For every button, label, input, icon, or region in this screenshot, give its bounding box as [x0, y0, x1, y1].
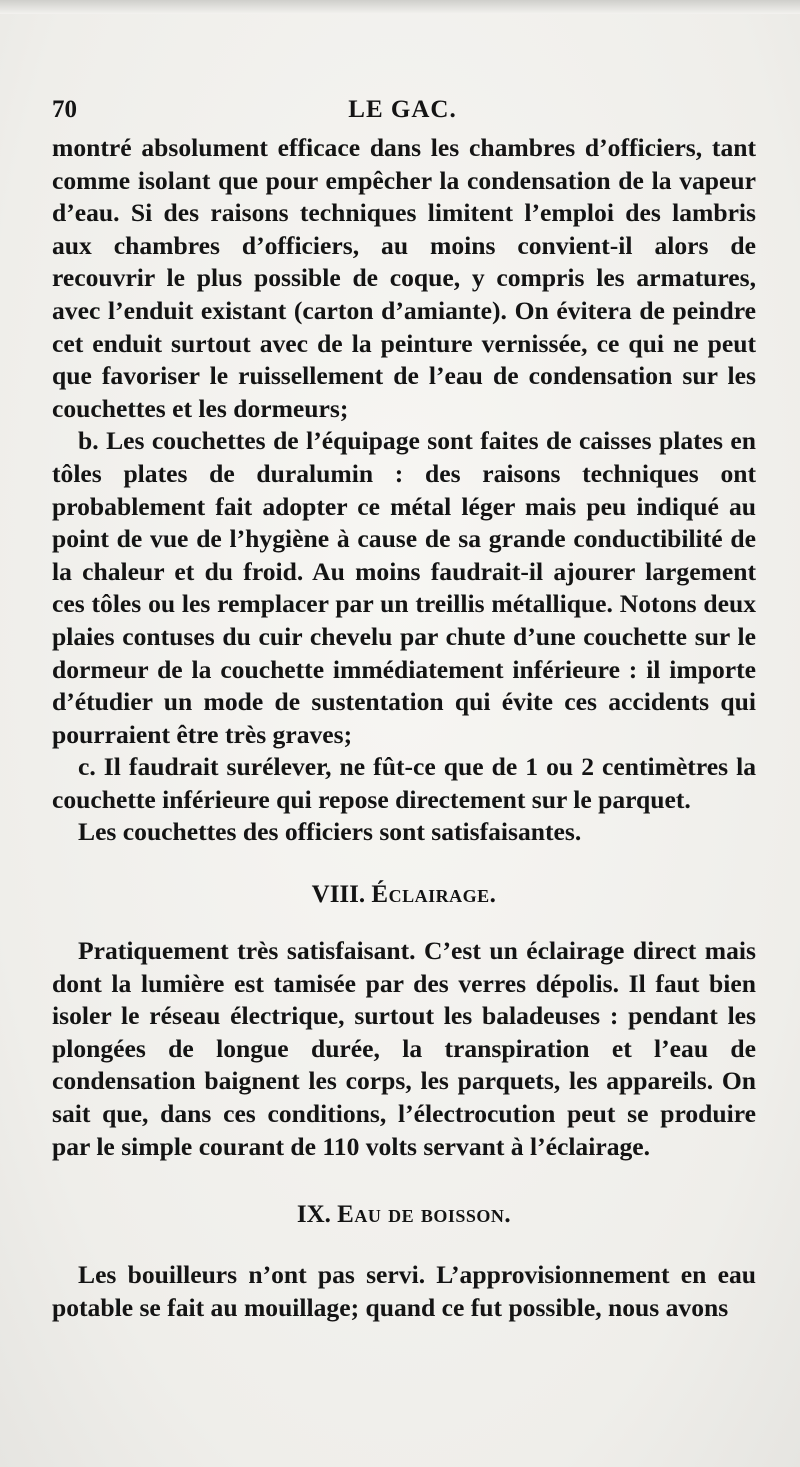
paragraph: montré absolument efficace dans les chambres d’officiers, tant comme isolant que pour empêcher la condensation de la vapeur d’eau. Si des raisons techniques limitent l’emploi des lambris aux chambres d’officiers, au moins convient-il alors de recouvrir le plus possible de coque, y compris les armatures, avec l’enduit existant (carton d’amiante). On évitera de peindre cet enduit surtout avec de la peinture vernissée, ce qui ne peut que favoriser le ruissellement de l’eau de condensation sur les couchettes et les dormeurs; [52, 133, 756, 423]
running-header [52, 96, 756, 132]
paragraph: Pratiquement très satisfaisant. C’est un éclairage direct mais dont la lumière est tamisée par des verres dépolis. Il faut bien isoler le réseau électrique, surtout les baladeuses : pendant les plongées de longue durée, la transpiration et l’eau de condensation baignent les corps, les parquets, les appareils. On sait que, dans ces conditions, l’électrocution peut se produire par le simple courant de 110 volts servant à l’éclairage. [52, 936, 756, 1161]
paragraph: b. Les couchettes de l’équipage sont faites de caisses plates en tôles plates de duralumin : des raisons techniques ont probablement fait adopter ce métal léger mais peu indiqué au point de vue de l’hygiène à cause de sa grande conductibilité de la chaleur et du froid. Au moins faudrait-il ajourer largement ces tôles ou les remplacer par un treillis métallique. Notons deux plaies contuses du cuir chevelu par chute d’une couchette sur le dormeur de la couchette immédiatement inférieure : il importe d’étudier un mode de sustentation qui évite ces accidents qui pourraient être très graves; [52, 426, 756, 749]
section-heading [52, 1201, 756, 1229]
section-title: Éclairage. [371, 881, 497, 909]
paragraph: Les bouilleurs n’ont pas servi. L’approvisionnement en eau potable se fait au mouillage; quand ce fut possible, nous avons [52, 1260, 756, 1322]
section-heading [52, 881, 756, 909]
running-title: LE GAC. [348, 96, 457, 123]
scan-edge [0, 0, 800, 14]
paragraph: Les couchettes des officiers sont satisfaisantes. [78, 817, 582, 847]
section-title: Eau de boisson. [337, 1201, 512, 1229]
page-number: 70 [52, 96, 77, 123]
section-number: VIII. [311, 881, 366, 909]
section-number: IX. [296, 1201, 331, 1229]
paragraph: c. Il faudrait surélever, ne fût-ce que de 1 ou 2 centimètres la couchette inférieure qui repose directement sur le parquet. [52, 752, 756, 814]
